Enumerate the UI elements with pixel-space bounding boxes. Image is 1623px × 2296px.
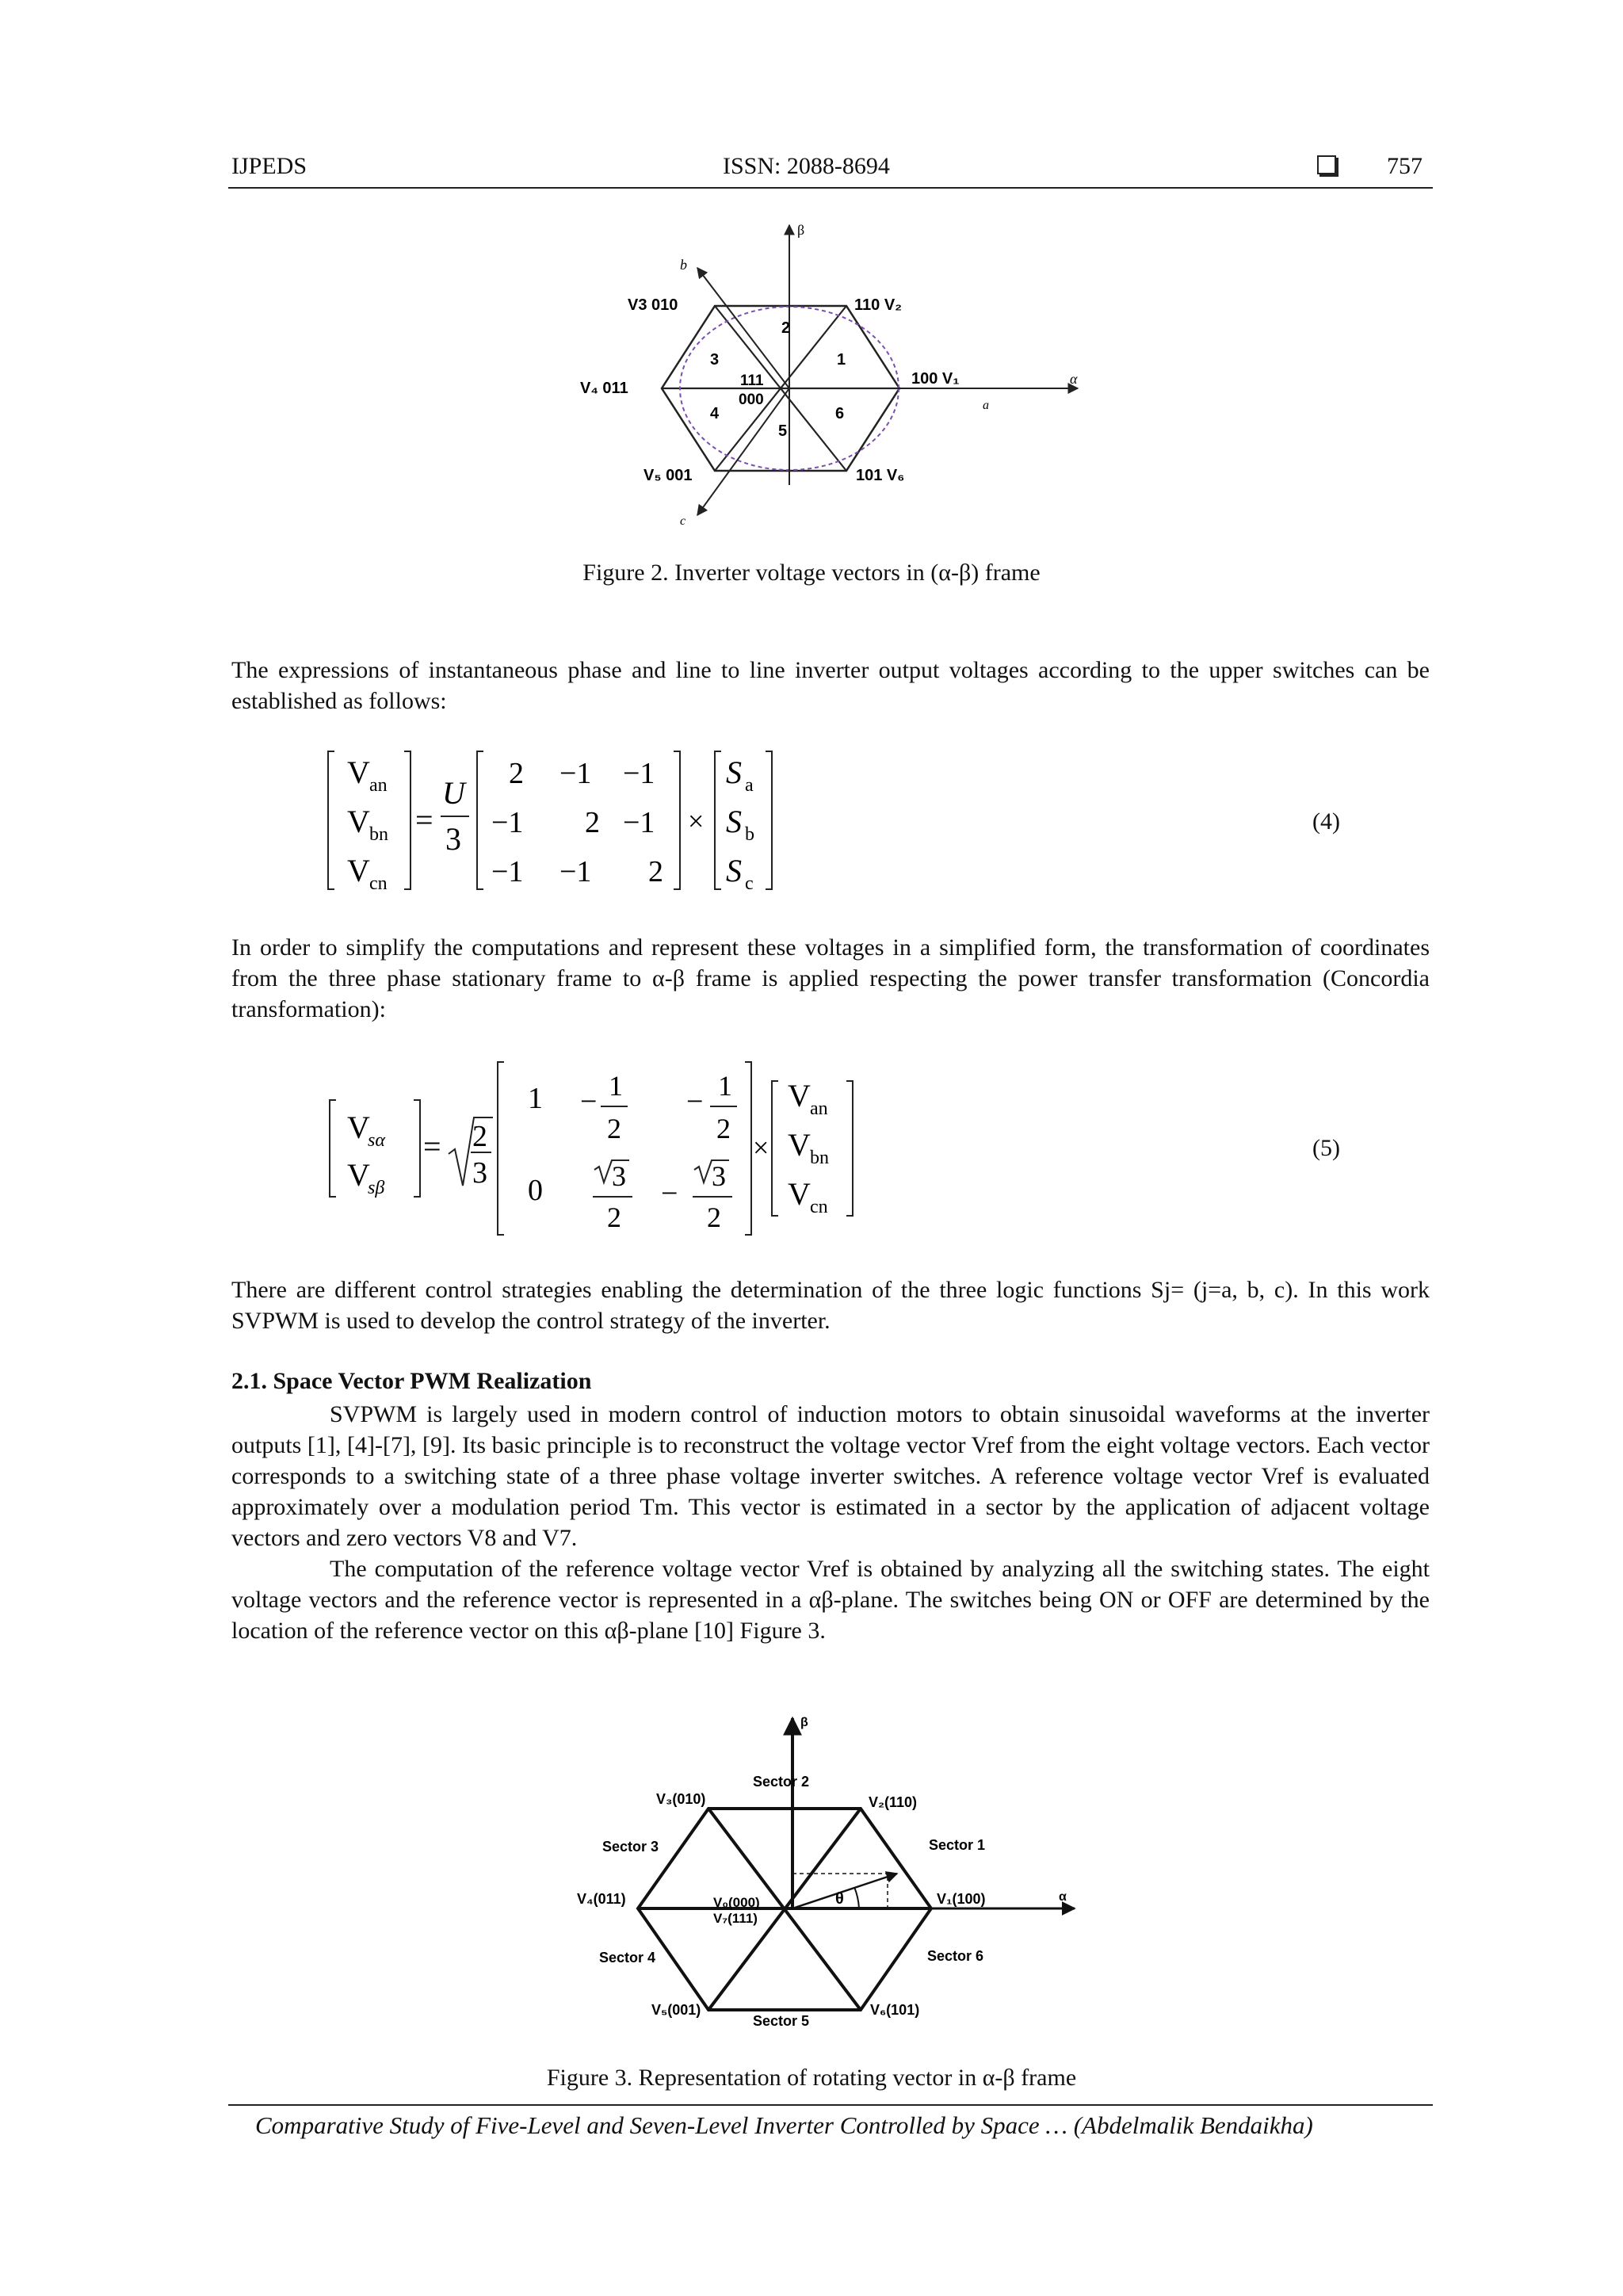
section-heading: 2.1. Space Vector PWM Realization <box>231 1368 592 1394</box>
eq5-half1-den: 2 <box>607 1113 621 1144</box>
fig3-sector-5: Sector 5 <box>753 2013 810 2029</box>
fig3-v7: V₇(111) <box>713 1911 758 1926</box>
eq4-rhs-1: S <box>726 755 742 790</box>
fig2-sector-6: 6 <box>835 405 845 422</box>
fig2-v4-label: V₄ 011 <box>580 380 628 397</box>
fig3-theta: θ <box>835 1890 844 1908</box>
fig3-sector-6: Sector 6 <box>927 1948 984 1964</box>
eq4-equals: = <box>415 802 433 838</box>
eq4-m23: −1 <box>623 806 655 839</box>
issn: ISSN: 2088-8694 <box>723 153 890 179</box>
paragraph-3: There are different control strategies enabling the determination of the three logic functions Sj= (j=a, b, c). In this work SVPWM is used to develop the control strategy of the inverter. <box>231 1277 1430 1334</box>
checkbox-glyph-icon <box>1317 155 1336 174</box>
eq4-m12: −1 <box>559 757 592 790</box>
eq5-rhs-V3: V <box>788 1176 811 1212</box>
fig2-zero-top: 111 <box>740 372 764 389</box>
fig2-beta-label: β <box>797 222 805 238</box>
eq4-m13: −1 <box>623 757 655 790</box>
fig2-a-label: a <box>983 399 989 412</box>
eq5-half2-den: 2 <box>716 1113 731 1144</box>
eq4-rhs-2: S <box>726 804 742 839</box>
eq5-rhs-V2: V <box>788 1127 811 1163</box>
eq4-times: × <box>688 805 705 837</box>
equation-5-number: (5) <box>1312 1135 1340 1161</box>
equation-5 <box>325 1059 864 1238</box>
eq5-den-1: 2 <box>607 1201 621 1233</box>
fig2-b-label: b <box>680 257 687 273</box>
eq5-rhs-sub-2: bn <box>810 1148 829 1168</box>
eq4-lhs-1-sub: an <box>369 775 388 796</box>
eq4-m33: 2 <box>648 855 663 888</box>
eq4-frac-den: 3 <box>445 821 461 857</box>
fig2-v2-label: 110 V₂ <box>854 296 903 314</box>
figure-2-caption: Figure 2. Inverter voltage vectors in (α-β) frame <box>582 560 1041 586</box>
eq5-rhs-sub-3: cn <box>810 1197 828 1217</box>
fig2-sector-2: 2 <box>781 319 791 337</box>
fig2-zero-bottom: 000 <box>739 392 764 408</box>
eq5-times: × <box>753 1132 769 1163</box>
header-rule <box>228 187 1433 189</box>
eq4-rhs-3-sub: c <box>745 873 754 894</box>
eq5-sqrt-den: 3 <box>472 1156 487 1190</box>
journal-name: IJPEDS <box>231 153 307 179</box>
eq4-lhs-3-sub: cn <box>369 873 388 894</box>
fig2-c-label: c <box>680 514 686 528</box>
fig2-v3-label: V3 010 <box>628 296 678 314</box>
eq5-lhs-V2: V <box>347 1157 370 1193</box>
eq5-rhs-V1: V <box>788 1078 811 1114</box>
eq5-one: 1 <box>528 1082 543 1115</box>
eq5-lhs-V1: V <box>347 1110 370 1145</box>
fig3-v6: V₆(101) <box>870 2002 920 2018</box>
eq5-lhs-sub-2: sβ <box>368 1178 385 1198</box>
eq5-minus-1: − <box>580 1085 598 1118</box>
eq5-half2-num: 1 <box>718 1070 732 1102</box>
b-axis <box>697 268 789 388</box>
eq4-m21: −1 <box>491 806 524 839</box>
fig3-v4: V₄(011) <box>577 1891 626 1907</box>
eq5-half1-num: 1 <box>609 1070 623 1102</box>
eq5-equals: = <box>423 1129 441 1164</box>
fig3-v1: V₁(100) <box>937 1891 986 1907</box>
paragraph-1: The expressions of instantaneous phase and line to line inverter output voltages according to the upper switches can be established as follows: <box>231 657 1430 714</box>
eq4-m31: −1 <box>491 855 524 888</box>
figure-3-diagram <box>571 1704 1094 2037</box>
footer-text: Comparative Study of Five-Level and Seven-Level Inverter Controlled by Space … (Abdelmalik Bendaikha) <box>255 2111 1313 2139</box>
eq4-lhs-3: V <box>347 853 370 888</box>
eq4-rhs-1-sub: a <box>745 775 754 796</box>
fig2-sector-1: 1 <box>837 351 846 369</box>
fig2-sector-3: 3 <box>710 351 720 369</box>
eq4-m11: 2 <box>509 757 524 790</box>
eq4-rhs-3: S <box>726 853 742 888</box>
fig2-v1-label: 100 V₁ <box>911 370 960 388</box>
fig2-v6-label: 101 V₆ <box>856 467 905 484</box>
eq5-root3-2: 3 <box>712 1160 726 1192</box>
eq5-minus-2: − <box>686 1085 704 1118</box>
fig2-sector-5: 5 <box>778 422 788 440</box>
eq4-lhs-2: V <box>347 804 370 839</box>
paragraph-5: The computation of the reference voltage vector Vref is obtained by analyzing all the switching states. The eight voltage vectors and the reference vector is represented in a αβ-plane. The switches being ON or OFF are determined by the location of the reference vector on this αβ-plane [10] Figure 3. <box>231 1556 1430 1644</box>
eq5-den-2: 2 <box>707 1201 721 1233</box>
eq4-lhs-2-sub: bn <box>369 824 388 845</box>
figure-2-diagram <box>571 216 1094 533</box>
fig3-v0: V₀(000) <box>713 1895 760 1910</box>
fig2-v5-label: V₅ 001 <box>643 467 693 484</box>
eq4-m22: 2 <box>585 806 600 839</box>
eq4-m32: −1 <box>559 855 592 888</box>
eq5-lhs-sub-1: sα <box>368 1130 385 1151</box>
fig3-sector-1: Sector 1 <box>929 1837 986 1853</box>
eq5-zero: 0 <box>528 1174 543 1207</box>
paragraph-4: SVPWM is largely used in modern control of induction motors to obtain sinusoidal waveforms at the inverter outputs [1], [4]-[7], [9]. Its basic principle is to reconstruct the voltage vector Vref from the eight voltage vectors. Each vector corresponds to a switching state of a three phase voltage inverter switches. A reference voltage vector Vref is evaluated approximately over a modulation period Tm. This vector is estimated in a sector by the application of adjacent voltage vectors and zero vectors V8 and V7. <box>231 1401 1430 1551</box>
eq4-rhs-2-sub: b <box>745 824 754 845</box>
fig2-sector-4: 4 <box>710 405 720 422</box>
page-number: 757 <box>1387 153 1423 179</box>
eq5-minus-3: − <box>661 1177 678 1210</box>
eq5-root3-1: 3 <box>612 1160 626 1192</box>
fig3-v5: V₅(001) <box>651 2002 701 2018</box>
eq4-lhs-1: V <box>347 755 370 790</box>
figure-3-caption: Figure 3. Representation of rotating vector in α-β frame <box>546 2065 1077 2091</box>
eq4-frac-num: U <box>442 775 465 811</box>
fig3-v2: V₂(110) <box>869 1794 918 1810</box>
paragraph-2: In order to simplify the computations and represent these voltages in a simplified form, the transformation of coordinates from the three phase stationary frame to α-β frame is applied respecting the power transfer transformation (Concordia transformation): <box>231 934 1430 1022</box>
equation-4 <box>325 745 800 896</box>
fig3-v3: V₃(010) <box>656 1791 706 1807</box>
fig3-alpha-label: α <box>1059 1890 1067 1904</box>
fig3-sector-4: Sector 4 <box>599 1950 656 1966</box>
fig3-beta-label: β <box>800 1716 808 1729</box>
fig3-sector-2: Sector 2 <box>753 1774 810 1790</box>
eq5-rhs-sub-1: an <box>810 1098 828 1119</box>
footer-rule <box>228 2104 1433 2106</box>
fig3-sector-3: Sector 3 <box>602 1839 659 1855</box>
equation-4-number: (4) <box>1312 808 1340 835</box>
eq5-sqrt-num: 2 <box>472 1120 487 1153</box>
fig2-alpha-label: α <box>1070 371 1078 387</box>
